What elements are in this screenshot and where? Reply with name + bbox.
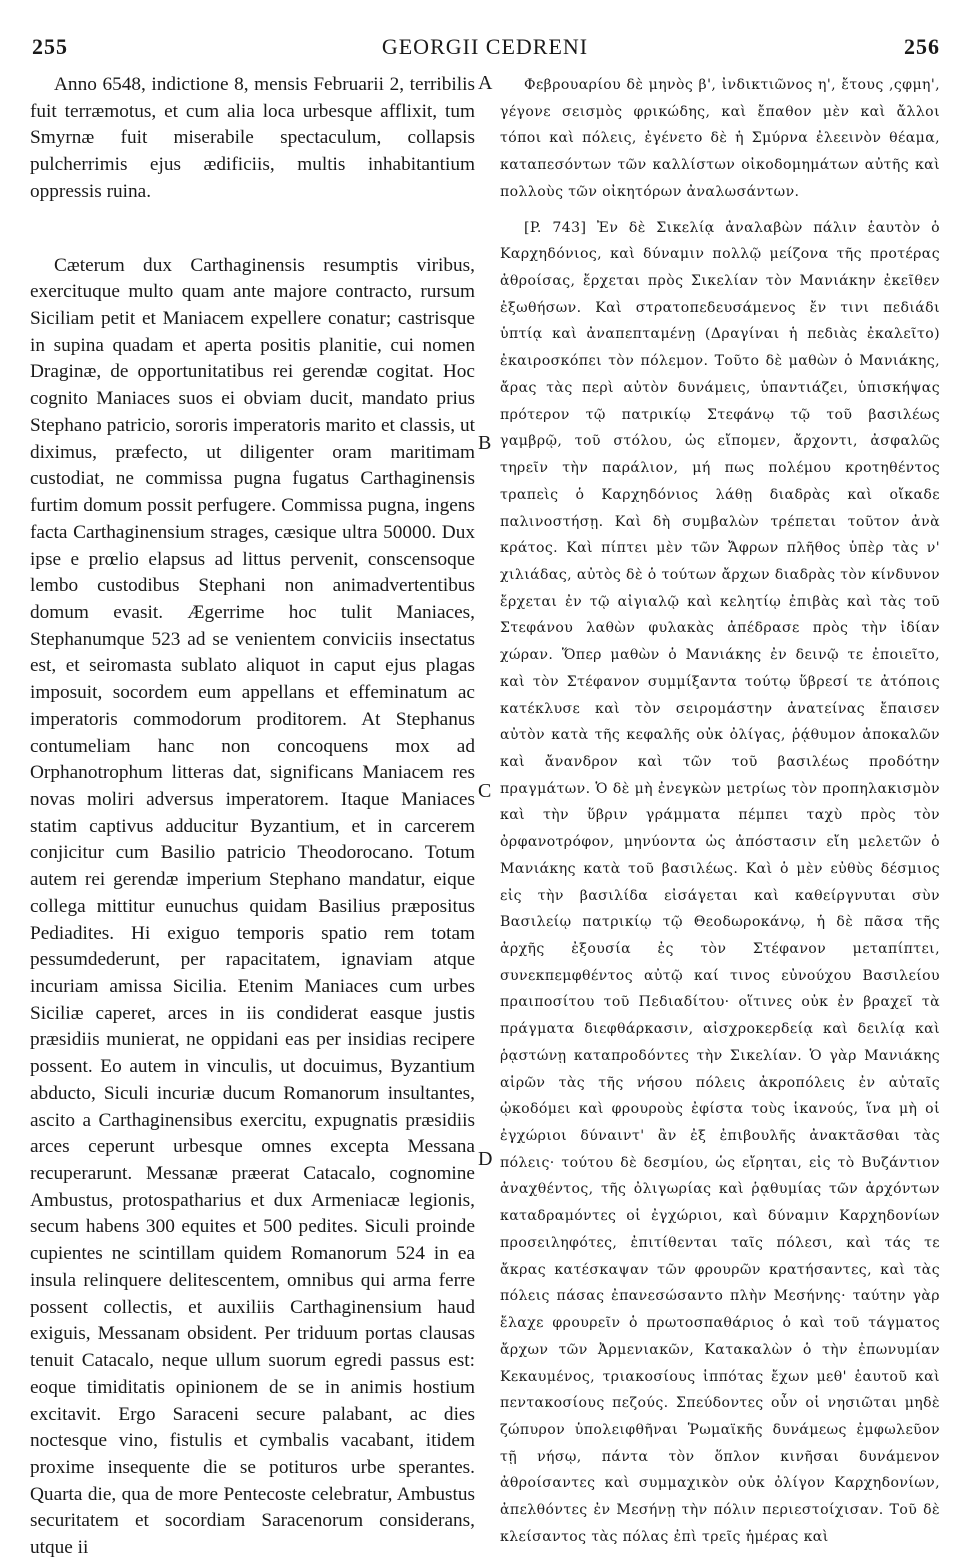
greek-paragraph-sicily: [P. 743] Ἐν δὲ Σικελίᾳ ἀναλαβὼν πάλιν ἑαυτὸν ὁ Καρχηδόνιος, καὶ δύναμιν πολλῷ μείζονα τῆς προτέρας ἀθροίσας, ἔρχεται πρὸς Σικελίαν τὸν Μανιάκην ἐκεῖθεν ἐξωθήσων. Καὶ στρατοπεδευσάμενος ἔν τινι πεδιάδι ὑπτίᾳ καὶ ἀναπεπταμένῃ (Δραγίναι ἡ πεδιὰς ἐκαλεῖτο) ἐκαιροσκόπει τὸν πόλεμον. Τοῦτο δὲ μαθὼν ὁ Μανιάκης, ἄρας τὰς περὶ αὐτὸν δυνάμεις, ὑπαντιάζει, ὑπισκήψας πρότερον τῷ πατρικίῳ Στεφάνῳ τῷ τοῦ βασιλέως γαμβρῷ, τοῦ στόλου, ὡς εἴπομεν, ἄρχοντι, ἀσφαλῶς τηρεῖν τὴν παράλιον, μή πως πολέμου κροτηθέντος τραπεὶς ὁ Καρχηδόνιος λάθῃ διαδρὰς καὶ οἴκαδε παλινοστήσῃ. Καὶ δὴ συμβαλὼν τρέπεται τοῦτον ἀνὰ κράτος. Καὶ πίπτει μὲν τῶν Ἄφρων πλῆθος ὑπὲρ τὰς ν' χιλιάδας, αὐτὸς δὲ ὁ τούτων ἄρχων διαδρὰς τὸν κίνδυνον ἔρχεται ἐν τῷ αἰγιαλῷ καὶ κελητίῳ ἐπιβὰς καὶ τὰς τοῦ Στεφάνου λαθὼν φυλακὰς ἀπέδρασε πρὸς τὴν ἰδίαν χώραν. Ὅπερ μαθὼν ὁ Μανιάκης ἐν δεινῷ τε ἐποιεῖτο, καὶ τὸν Στέφανον συμμίξαντα τούτῳ ὕβρεσί τε ἀτόποις κατέκλυσε καὶ τὸν σειρομάστην ἀνατείνας ἔπαισεν αὐτὸν κατὰ τῆς κεφαλῆς οὐκ ὀλίγας, ῥᾴθυμον ἀποκαλῶν καὶ ἄνανδρον καὶ τῶν τοῦ βασιλέως προδότην πραγμάτων. Ὁ δὲ μὴ ἐνεγκὼν μετρίως τὸν προπηλακισμὸν καὶ τὴν ὕβριν γράμματα πέμπει ταχὺ πρὸς τὸν ὀρφανοτρόφον, μηνύοντα ὡς ἀπόστασιν εἴη μελετῶν ὁ Μανιάκης κατὰ τοῦ βασιλέως. Καὶ ὁ μὲν εὐθὺς δέσμιος εἰς τὴν βασιλίδα εἰσάγεται καὶ καθείργνυται σὺν Βασιλείῳ πατρικίῳ τῷ Θεοδωροκάνῳ, ἡ δὲ πᾶσα τῆς ἀρχῆς ἐξουσία ἐς τὸν Στέφανον μεταπίπτει, συνεκπεμφθέντος αὐτῷ καί τινος εὐνούχου Βασιλείου πραιποσίτου τοῦ Πεδιαδίτου· οἵτινες οὐκ ἐν βραχεῖ τὰ πράγματα διεφθάρκασιν, αἰσχροκερδείᾳ καὶ δειλίᾳ καὶ ῥᾳστώνῃ καταπροδόντες τὴν Σικελίαν. Ὁ γὰρ Μανιάκης αἱρῶν τὰς τῆς νήσου πόλεις ἀκροπόλεις ἐν αὐταῖς ᾠκοδόμει καὶ φρουροὺς ἐφίστα τοὺς ἱκανούς, ἵνα μὴ οἱ ἐγχώριοι δύναιντ' ἂν ἐξ ἐπιβουλῆς ἀνακτᾶσθαι τὰς πόλεις· τούτου δὲ δεσμίου, ὡς εἴρηται, εἰς τὸ Βυζάντιον ἀναχθέντος, τῆς ὀλιγωρίας καὶ ῥᾳθυμίας τῶν ἀρχόντων καταδραμόντες οἱ ἐγχώριοι, καὶ δύναμιν Καρχηδονίων προσειληφότες, ἐπιτίθενται ταῖς πόλεσι, καὶ τάς τε ἄκρας κατέσκαψαν τῶν φρουρῶν κρατήσαντες, καὶ τὰς πόλεις πάσας ἐπανεσώσαντο πλὴν Μεσήνης· ταύτην γὰρ ἔλαχε φρουρεῖν ὁ πρωτοσπαθάριος ὁ καὶ τοῦ τάγματος ἄρχων τῶν Ἀρμενιακῶν, Κατακαλὼν ὁ τὴν ἐπωνυμίαν Κεκαυμένος, τριακοσίους ἱππότας ἔχων μεθ' ἑαυτοῦ καὶ πεντακοσίους πεζούς. Σπεύδοντες οὖν οἱ νησιῶται μηδὲ ζώπυρον ὑπολειφθῆναι Ῥωμαϊκῆς δυνάμεως ἐμφωλεῦον τῇ νήσῳ, πάντα τὸν ὅπλον κινῆσαι δυνάμενον ἀθροίσαντες καὶ συμμαχικὸν οὐκ ὀλίγον Καρχηδονίων, ἀπελθόντες ἐν Μεσήνῃ τὴν πόλιν περιεστοίχισαν. Τοῦ δὲ κλείσαντος τὰς πόλας ἐπὶ τρεῖς ἡμέρας καὶ [500, 219, 940, 1545]
running-title: GEORGII CEDRENI [381, 34, 589, 59]
latin-paragraph-earthquake: Anno 6548, indictione 8, mensis Februarii 2, terribilis fuit terræmotus, et cum alia loca urbesque afflixit, tum Smyrnæ fuit miserabile spectaculum, collapsis pulcherrimis ejus ædificiis, multis inhabitantium oppressis ruina. [30, 74, 475, 202]
margin-marker-c: C [478, 780, 492, 802]
latin-column [30, 72, 475, 1562]
latin-paragraph-sicily: Cæterum dux Carthaginensis resumptis viribus, exercituque multo quam ante majore contracto, rursum Siciliam petit et Maniacem expellere conatur; castrisque in supina quadam et aperta positis planitie, cui nomen Draginæ, de opportunitatibus rei gerendæ cogitat. Hoc cognito Maniaces suos ei obviam ducit, mandato prius Stephano patricio, sororis imperatoris marito et classis, ut diximus, præfecto, ut diligenter oram maritimam custodiat, ne commissa pugna fugatus Carthaginensis furtim domum possit perfugere. Commissa pugna, ingens facta Carthaginensium strages, cæsique ultra 50000. Dux ipse e prœlio elapsus ad littus pervenit, conscensoque lembo custodibus Stephani non animadvertentibus domum evasit. Ægerrime hoc tulit Maniaces, Stephanumque 523 ad se venientem conviciis insectatus est, et seiromasta sublato aliquot in caput ejus plagas imposuit, socordem eum appellans et effeminatum ac imperatoris commodorum proditorem. At Stephanus contumeliam hanc non concoquens mox ad Orphanotrophum litteras dat, significans Maniacem res novas moliri adversus imperatorem. Itaque Maniaces statim captivus adducitur Byzantium, et in carcerem conjicitur cum Basilio patricio Theodorocano. Totum autem rei gerendæ imperium Stephano mandatur, eique collega mittitur eunuchus quidam Basilius præpositus Pediadites. Hi exiguo temporis spatio rem totam pessumdederunt, per rapacitatem, ignaviam atque incuriam amissa Sicilia. Etenim Maniaces cum urbes Siciliæ caperet, arces in iis condiderat easque justis præsidiis munierat, ne oppidani eas per insidias recipere possent. Eo autem in vinculis, ut docuimus, Byzantium abducto, Siculi incuriæ ducum Romanorum insultantes, ascito a Carthaginensibus exercitu, expugnatis præsidiis arces ceperunt urbesque omnes excepta Messana recuperarunt. Messanæ præerat Catacalo, cognomine Ambustus, protospatharius et dux Armeniacæ legionis, secum habens 300 equites et 500 pedites. Siculi proinde cupientes ne scintillam quidem Romanorum 524 in ea insula relinquere delitescentem, omnibus qui arma ferre possent collectis, et auxiliis Carthaginensium haud exiguis, Messanam obsident. Per triduum portas clausas tenuit Catacalo, neque ullum suorum egredi passus est: eoque timiditatis opinionem de se in animis hostium excitavit. Ergo Saraceni secure palabant, ac dies noctesque vino, fistulis et cymbalis vacabant, itidem proxime insequente die se potituros urbe sperantes. Quarta die, qua de more Pentecoste celebratur, Ambustus securitatem et socordiam Saracenorum considerans, utque ii [30, 254, 475, 1559]
greek-paragraph-earthquake: Φεβρουαρίου δὲ μηνὸς β', ἰνδικτιῶνος η', ἔτους ,ςφμη', γέγονε σεισμὸς φρικώδης, καὶ ἔπαθον μὲν καὶ ἄλλοι τόποι καὶ πόλεις, ἐγένετο δὲ ἡ Σμύρνα ἐλεεινὸν θέαμα, καταπεσόντων τῶν καλλίστων οἰκοδομημάτων αὐτῆς καὶ πολλοὺς τῶν οἰκητόρων ἀναλωσάντων. [500, 77, 940, 200]
margin-marker-b: B [478, 432, 492, 454]
page-header [30, 32, 940, 64]
page-number-right: 256 [904, 34, 940, 59]
greek-column [500, 72, 940, 1551]
margin-marker-d: D [478, 1148, 493, 1170]
page-number-left: 255 [32, 34, 68, 59]
margin-marker-a: A [478, 72, 493, 94]
